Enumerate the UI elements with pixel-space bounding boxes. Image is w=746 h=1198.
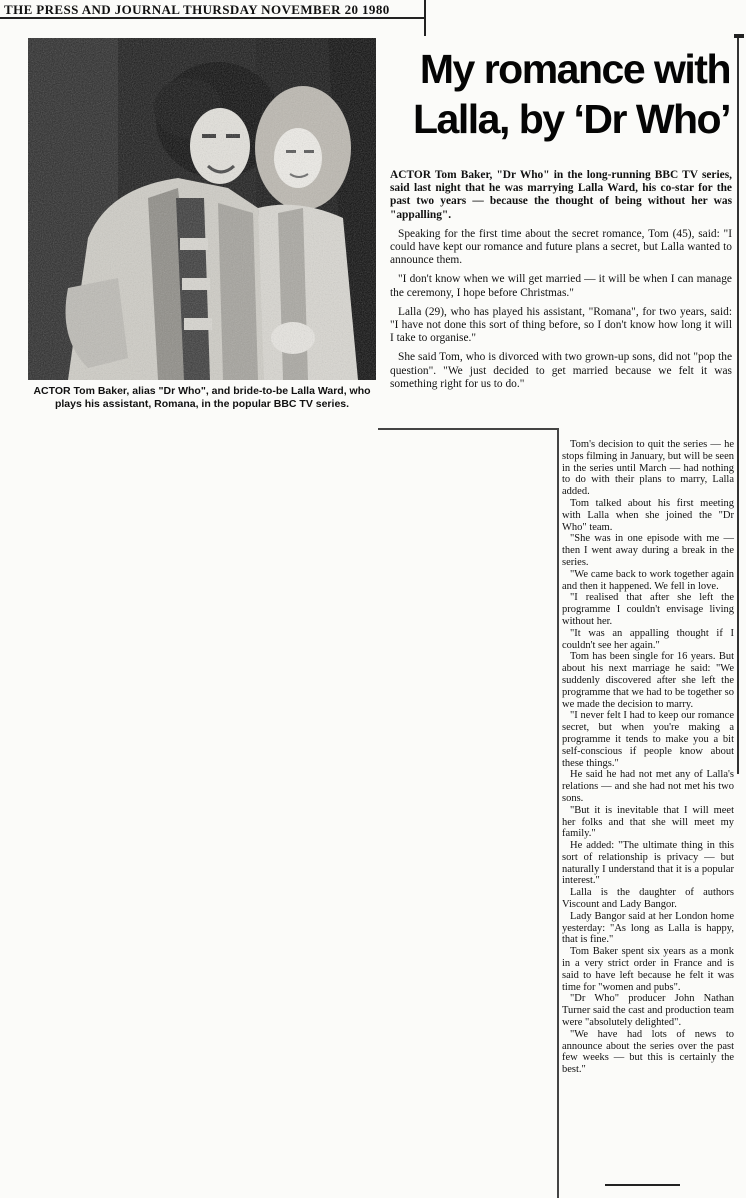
article-paragraph: "We have had lots of news to announce about the series over the past few weeks — but this is certainly the best." — [562, 1028, 734, 1076]
article-paragraph: "I don't know when we will get married — it will be when I can manage the ceremony, I hope before Christmas." — [390, 273, 732, 299]
article-paragraph: Tom's decision to quit the series — he stops filming in January, but will be seen in the series until March — had nothing to do with their plans to marry, Lalla added. — [562, 439, 734, 498]
couple-photo — [28, 38, 376, 380]
article-continuation — [562, 439, 734, 1076]
masthead-rule — [0, 17, 424, 19]
page-edge-mark — [734, 34, 744, 38]
article-paragraph: Lalla is the daughter of authors Viscount and Lady Bangor. — [562, 887, 734, 911]
column-divider-top — [424, 0, 426, 36]
article-lead: ACTOR Tom Baker, "Dr Who" in the long-running BBC TV series, said last night that he was marrying Lalla Ward, his co-star for the past two years — because the thought of being without her was "appalling". — [390, 169, 732, 221]
article-paragraph: He added: "The ultimate thing in this sort of relationship is privacy — but naturally I understand that it is a popular interest." — [562, 840, 734, 887]
article-paragraph: "It was an appalling thought if I couldn't see her again." — [562, 627, 734, 651]
article-paragraph: Lady Bangor said at her London home yesterday: "As long as Lalla is happy, that is fine." — [562, 910, 734, 946]
article-paragraph: "She was in one episode with me — then I went away during a break in the series. — [562, 533, 734, 568]
column-frame-left — [557, 428, 559, 1198]
column-frame-top — [378, 428, 558, 430]
article-paragraph: Lalla (29), who has played his assistant, "Romana", for two years, said: "I have not done this sort of thing before, so I don't know how long it will I take to organise." — [390, 305, 732, 345]
headline — [390, 44, 730, 144]
article-paragraph: "We came back to work together again and then it happened. We fell in love. — [562, 568, 734, 592]
article-paragraph: Speaking for the first time about the secret romance, Tom (45), said: "I could have kept our romance and future plans a secret, but Lalla wanted to announce them. — [390, 227, 732, 267]
headline-line-1: My romance with — [419, 46, 730, 92]
article-body — [390, 169, 732, 397]
article-paragraph: She said Tom, who is divorced with two grown-up sons, did not "pop the question". "We just decided to get married because we felt it was something right for us to do." — [390, 351, 732, 390]
article-paragraph: Tom talked about his first meeting with Lalla when she joined the "Dr Who" team. — [562, 497, 734, 533]
article-paragraph: Tom has been single for 16 years. But about his next marriage he said: "We suddenly discovered after she left the programme that we had to be together so we made the decision to marry. — [562, 651, 734, 710]
headline-line-2: Lalla, by ‘Dr Who’ — [413, 96, 730, 142]
article-paragraph: Tom Baker spent six years as a monk in a very strict order in France and is said to have left because he felt it was time for "women and pubs". — [562, 946, 734, 993]
photo-caption: ACTOR Tom Baker, alias "Dr Who", and bride-to-be Lalla Ward, who plays his assistant, Romana, in the popular BBC TV series. — [33, 385, 371, 410]
article-paragraph: He said he had not met any of Lalla's relations — and she had not met his two sons. — [562, 769, 734, 804]
article-paragraph: "Dr Who" producer John Nathan Turner said the cast and production team were "absolutely delighted". — [562, 993, 734, 1029]
article-paragraph: "But it is inevitable that I will meet her folks and that she will meet my family." — [562, 804, 734, 840]
article-end-rule — [605, 1184, 680, 1186]
masthead: THE PRESS AND JOURNAL THURSDAY NOVEMBER 20 1980 — [4, 2, 390, 17]
page-edge-rule — [737, 34, 739, 774]
article-paragraph: "I realised that after she left the programme I couldn't envisage living without her. — [562, 592, 734, 627]
article-paragraph: "I never felt I had to keep our romance secret, but when you're making a programme it tends to make you a bit self-conscious if people know about these things." — [562, 710, 734, 769]
